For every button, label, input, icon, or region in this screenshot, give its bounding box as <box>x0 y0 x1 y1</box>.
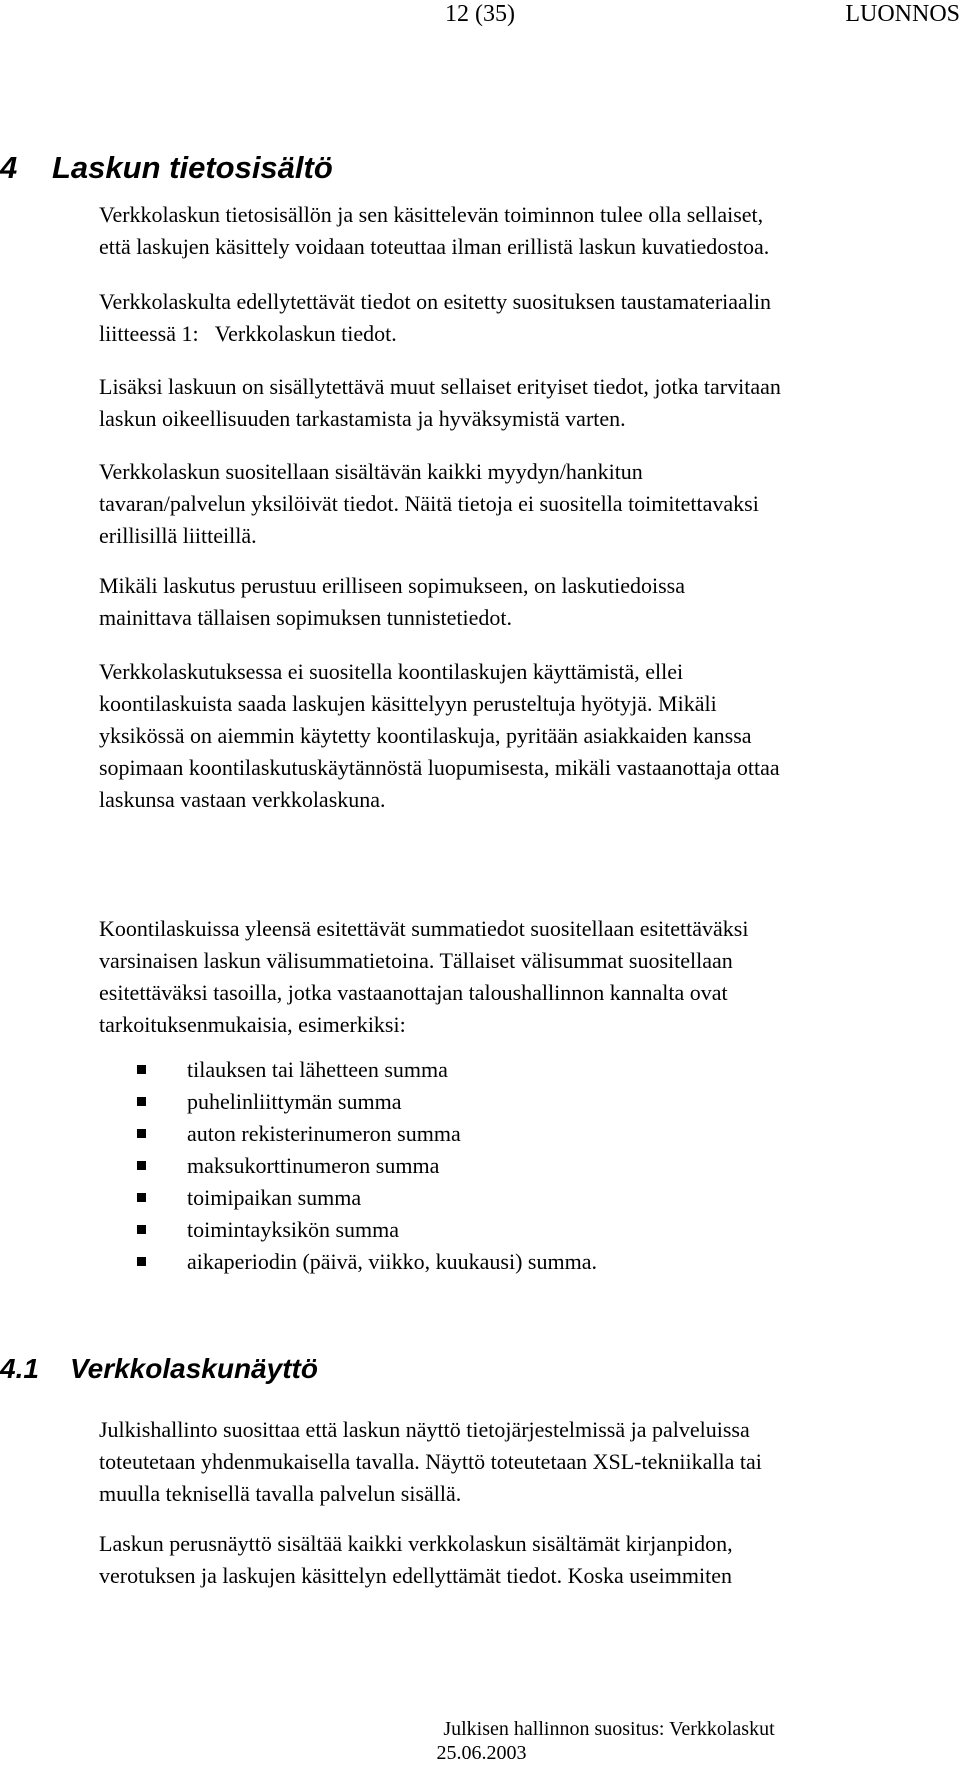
text-line: erillisillä liitteillä. <box>99 523 257 548</box>
paragraph <box>99 456 959 552</box>
list-item-text: toimipaikan summa <box>187 1185 362 1210</box>
bullet-list <box>99 1054 799 1278</box>
text-line: verotuksen ja laskujen käsittelyn edellyttämät tiedot. Koska useimmiten <box>99 1563 732 1588</box>
square-bullet-icon <box>137 1225 146 1234</box>
list-item <box>99 1086 799 1118</box>
text-line: Verkkolaskun suositellaan sisältävän kaikki myydyn/hankitun <box>99 459 643 484</box>
text-line: Verkkolaskun tietosisällön ja sen käsittelevän toiminnon tulee olla sellaiset, <box>99 202 764 227</box>
text-line: liitteessä 1: Verkkolaskun tiedot. <box>99 321 397 346</box>
text-line: laskunsa vastaan verkkolaskuna. <box>99 787 386 812</box>
paragraph <box>99 371 959 435</box>
text-line: varsinaisen laskun välisummatietoina. Tällaiset välisummat suositellaan <box>99 948 733 973</box>
paragraph <box>99 199 959 263</box>
square-bullet-icon <box>137 1257 146 1266</box>
square-bullet-icon <box>137 1161 146 1170</box>
square-bullet-icon <box>137 1129 146 1138</box>
text-line: muulla teknisellä tavalla palvelun sisällä. <box>99 1481 462 1506</box>
section-4-heading <box>0 150 333 186</box>
text-line: tavaran/palvelun yksilöivät tiedot. Näitä tietoja ei suositella toimitettavaksi <box>99 491 759 516</box>
section-title: Verkkolaskunäyttö <box>70 1353 318 1384</box>
text-line: mainittava tällaisen sopimuksen tunnistetiedot. <box>99 605 513 630</box>
text-line: laskun oikeellisuuden tarkastamista ja hyväksymistä varten. <box>99 406 626 431</box>
text-line: Julkishallinto suosittaa että laskun näyttö tietojärjestelmissä ja palveluissa <box>99 1417 750 1442</box>
page-number: 12 (35) <box>445 1 515 27</box>
text-line: sopimaan koontilaskutuskäytännöstä luopumisesta, mikäli vastaanottaja ottaa <box>99 755 780 780</box>
section-4-1-heading <box>0 1352 318 1386</box>
list-item <box>99 1054 799 1086</box>
list-item <box>99 1150 799 1182</box>
section-title: Laskun tietosisältö <box>52 150 333 185</box>
paragraph <box>99 656 959 816</box>
text-line: Verkkolaskutuksessa ei suositella koontilaskujen käyttämistä, ellei <box>99 659 684 684</box>
list-item-text: auton rekisterinumeron summa <box>187 1121 461 1146</box>
paragraph <box>99 913 959 1041</box>
footer-title: Julkisen hallinnon suositus: Verkkolaskut <box>443 1718 775 1740</box>
text-line: Mikäli laskutus perustuu erilliseen sopimukseen, on laskutiedoissa <box>99 573 685 598</box>
list-item <box>99 1118 799 1150</box>
square-bullet-icon <box>137 1065 146 1074</box>
text-line: koontilaskuista saada laskujen käsittelyyn perusteltuja hyötyjä. Mikäli <box>99 691 717 716</box>
list-item <box>99 1182 799 1214</box>
text-line: että laskujen käsittely voidaan toteuttaa ilman erillistä laskun kuvatiedostoa. <box>99 234 770 259</box>
text-line: Lisäksi laskuun on sisällytettävä muut sellaiset erityiset tiedot, jotka tarvitaan <box>99 374 781 399</box>
list-item-text: maksukorttinumeron summa <box>187 1153 440 1178</box>
paragraph <box>99 1528 959 1592</box>
list-item <box>99 1214 799 1246</box>
square-bullet-icon <box>137 1193 146 1202</box>
text-line: toteutetaan yhdenmukaisella tavalla. Näyttö toteutetaan XSL-tekniikalla tai <box>99 1449 762 1474</box>
list-item-text: toimintayksikön summa <box>187 1217 400 1242</box>
paragraph <box>99 570 959 634</box>
section-number: 4.1 <box>0 1353 39 1384</box>
text-line: esitettäväksi tasoilla, jotka vastaanottajan taloushallinnon kannalta ovat <box>99 980 728 1005</box>
paragraph <box>99 286 959 350</box>
text-line: yksikössä on aiemmin käytetty koontilaskuja, pyritään asiakkaiden kanssa <box>99 723 752 748</box>
list-item <box>99 1246 799 1278</box>
list-item-text: aikaperiodin (päivä, viikko, kuukausi) summa. <box>187 1249 597 1274</box>
footer-date: 25.06.2003 <box>436 1742 527 1764</box>
page-footer <box>0 1717 960 1765</box>
paragraph <box>99 1414 959 1510</box>
square-bullet-icon <box>137 1097 146 1106</box>
text-line: Laskun perusnäyttö sisältää kaikki verkkolaskun sisältämät kirjanpidon, <box>99 1531 733 1556</box>
section-number: 4 <box>0 150 18 185</box>
text-line: tarkoituksenmukaisia, esimerkiksi: <box>99 1012 406 1037</box>
text-line: Verkkolaskulta edellytettävät tiedot on esitetty suosituksen taustamateriaalin <box>99 289 772 314</box>
text-line: Koontilaskuissa yleensä esitettävät summatiedot suositellaan esitettäväksi <box>99 916 749 941</box>
draft-status: LUONNOS <box>845 1 960 27</box>
list-item-text: puhelinliittymän summa <box>187 1089 402 1114</box>
list-item-text: tilauksen tai lähetteen summa <box>187 1057 448 1082</box>
